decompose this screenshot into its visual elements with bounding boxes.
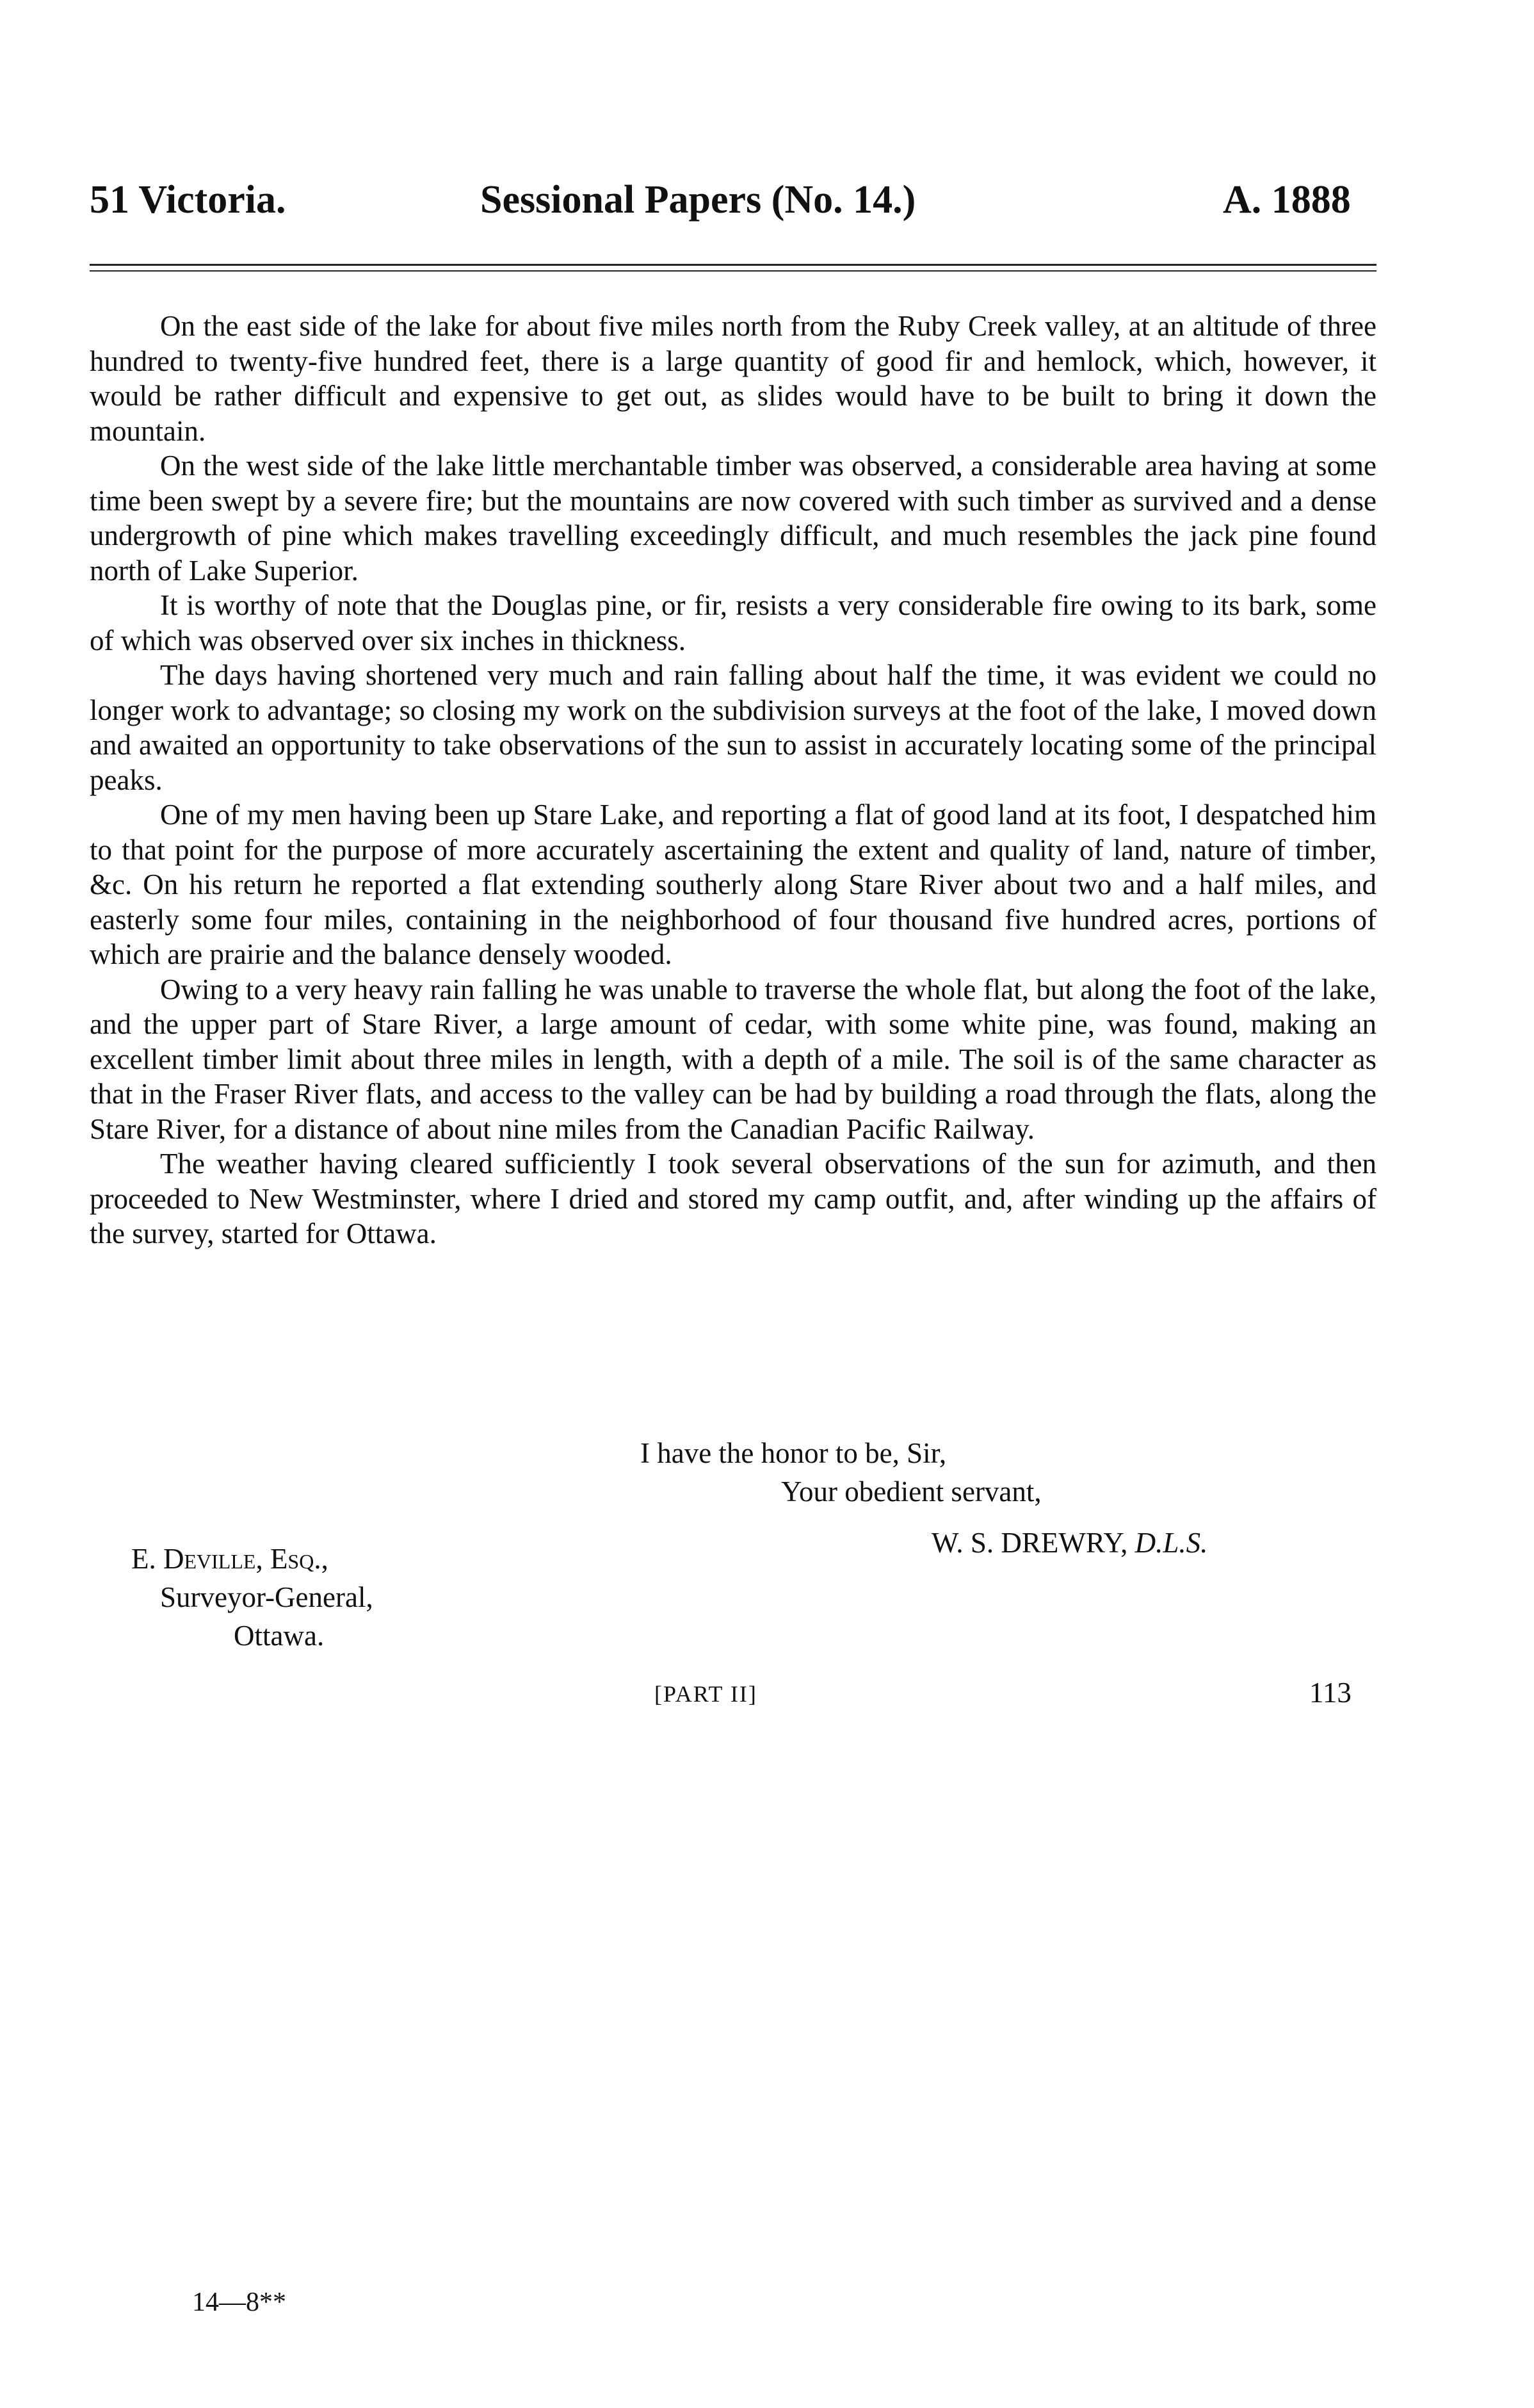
- running-header: [90, 174, 1370, 225]
- header-sessional-papers: Sessional Papers (No. 14.): [480, 178, 916, 222]
- paragraph: It is worthy of note that the Douglas pine, or fir, resists a very considerable fire owing to its bark, some of which was observed over six inches in thickness.: [90, 589, 1377, 656]
- signature-title: D.L.S.: [1134, 1527, 1208, 1559]
- paragraph: Owing to a very heavy rain falling he was unable to traverse the whole flat, but along the foot of the lake, and the upper part of Stare River, a large amount of cedar, with some white pine, was found, making an excellent timber limit about three miles in length, with a depth of a mile. The soil is of the same character as that in the Fraser River flats, and access to the valley can be had by building a road through the flats, along the Stare River, for a distance of about nine miles from the Canadian Pacific Railway.: [90, 973, 1377, 1145]
- paragraph: On the west side of the lake little merchantable timber was observed, a considerable area having at some time been swept by a severe fire; but the mountains are now covered with such timber as survived and a dense undergrowth of pine which makes travelling exceedingly difficult, and much resembles the jack pine found north of Lake Superior.: [90, 450, 1377, 587]
- part-label: [PART II]: [654, 1681, 757, 1707]
- paragraph: On the east side of the lake for about five miles north from the Ruby Creek valley, at an altitude of three hundred to twenty-five hundred feet, there is a large quantity of good fir and hemlock, which, however, it would be rather difficult and expensive to get out, as slides would have to be built to bring it down the mountain.: [90, 310, 1377, 447]
- header-year: A. 1888: [1223, 178, 1351, 222]
- header-rule-top: [90, 264, 1377, 266]
- addressee-title: Surveyor-General,: [160, 1581, 373, 1613]
- body-text: [90, 309, 1377, 1251]
- printer-signature-mark: 14—8**: [192, 2288, 286, 2317]
- signature-line: [932, 1525, 1207, 1560]
- addressee-block: [131, 1540, 373, 1655]
- paragraph: One of my men having been up Stare Lake, and reporting a flat of good land at its foot, I despatched him to that point for the purpose of more accurately ascertaining the extent and quality of land, nature of timber, &c. On his return he reported a flat extending southerly along Stare River about two and a half miles, and easterly some four miles, containing in the neighborhood of four thousand five hundred acres, portions of which are prairie and the balance densely wooded.: [90, 799, 1377, 970]
- addressee-city: Ottawa.: [234, 1620, 325, 1652]
- addressee-name: E. Deville, Esq.,: [131, 1543, 328, 1575]
- paragraph: The days having shortened very much and rain falling about half the time, it was evident we could no longer work to advantage; so closing my work on the subdivision surveys at the foot of the lake, I moved down and awaited an opportunity to take observations of the sun to assist in accurately locating some of the principal peaks.: [90, 659, 1377, 796]
- header-rule-bottom: [90, 270, 1377, 272]
- page-number: 113: [1309, 1677, 1352, 1709]
- signature-name: W. S. DREWRY,: [932, 1527, 1128, 1559]
- closing-honor-line: I have the honor to be, Sir,: [640, 1437, 947, 1469]
- closing-servant-line: Your obedient servant,: [781, 1476, 1042, 1508]
- header-volume: 51 Victoria.: [90, 178, 286, 222]
- paragraph: The weather having cleared sufficiently I took several observations of the sun for azimuth, and then proceeded to New Westminster, where I dried and stored my camp outfit, and, after winding up the affairs of the survey, started for Ottawa.: [90, 1148, 1377, 1249]
